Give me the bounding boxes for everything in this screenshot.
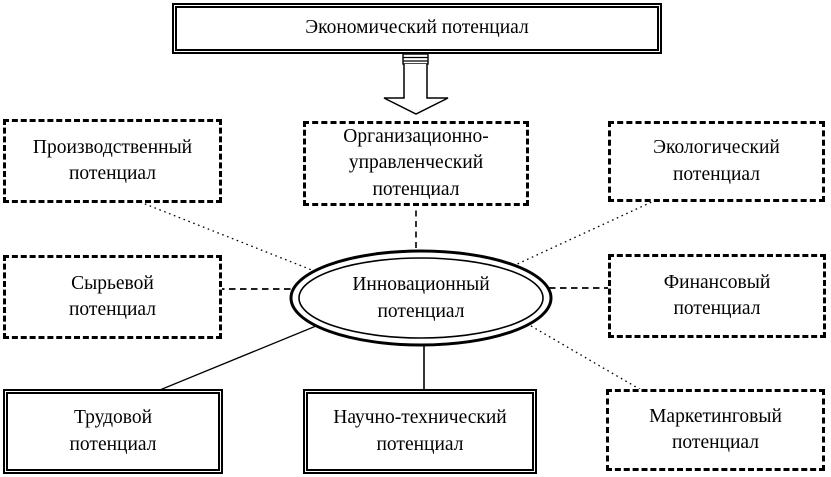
node-economic-potential [172, 3, 662, 54]
node-ecological-potential [608, 121, 825, 202]
node-marketing-potential [606, 389, 825, 471]
node-marketing-potential-label: Маркетинговый потенциал [649, 405, 782, 453]
node-economic-potential-label: Экономический потенциал [305, 17, 529, 39]
node-labor-potential-label: Трудовой потенциал [69, 407, 157, 455]
node-financial-potential-label: Финансовый потенциал [663, 271, 771, 319]
node-production-potential-label: Производственный потенциал [32, 136, 193, 184]
node-raw-materials-potential [3, 255, 222, 339]
node-scientific-technical-potential-label: Научно-технический потенциал [333, 407, 507, 455]
node-ecological-potential-label: Экологический потенциал [653, 137, 780, 185]
node-production-potential [3, 119, 222, 203]
node-org-management-potential [303, 121, 529, 206]
node-innovation-potential [331, 268, 511, 328]
node-innovation-potential-label: Инновационный потенциал [352, 273, 490, 322]
node-labor-potential [3, 389, 223, 474]
node-org-management-potential-label: Организационно-управленческий потенциал [343, 126, 489, 200]
node-financial-potential [608, 254, 826, 338]
flow-arrow-down [384, 54, 448, 114]
node-scientific-technical-potential [303, 389, 537, 474]
node-raw-materials-potential-label: Сырьевой потенциал [69, 272, 156, 320]
